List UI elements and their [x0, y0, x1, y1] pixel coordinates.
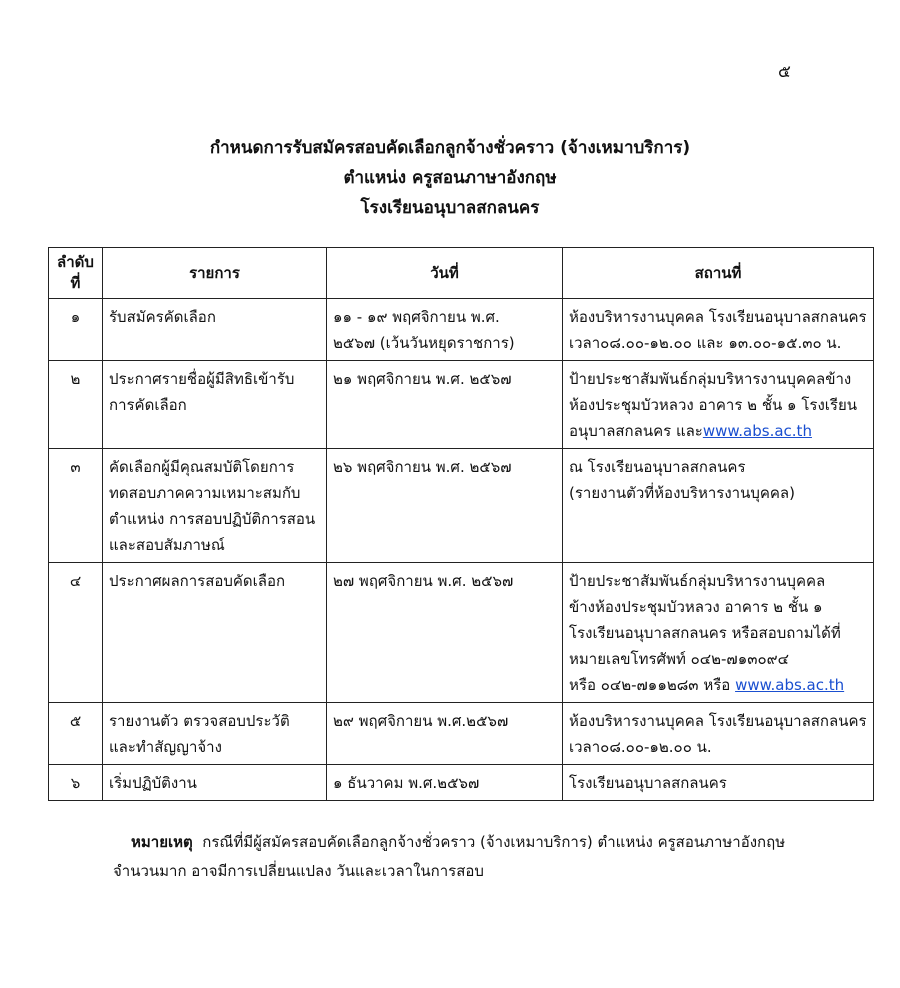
note-line-1: [113, 828, 853, 857]
row-item-line: เริ่มปฏิบัติงาน: [109, 774, 197, 792]
row-number: ๔: [49, 563, 103, 703]
table-row: [49, 765, 874, 801]
website-link[interactable]: www.abs.ac.th: [735, 676, 845, 694]
document-title: [0, 133, 900, 223]
header-no: [49, 248, 103, 299]
row-item-line: และทำสัญญาจ้าง: [109, 738, 222, 756]
place-text: (รายงานตัวที่ห้องบริหารงานบุคคล): [569, 484, 795, 502]
place-text: ป้ายประชาสัมพันธ์กลุ่มบริหารงานบุคคล: [569, 572, 826, 590]
row-date-line: ๒๑ พฤศจิกายน พ.ศ. ๒๕๖๗: [333, 370, 512, 388]
row-item: [103, 765, 327, 801]
row-place-line: [569, 646, 867, 672]
place-text: ห้องบริหารงานบุคคล โรงเรียนอนุบาลสกลนคร: [569, 308, 867, 326]
place-text: ห้องประชุมบัวหลวง อาคาร ๒ ชั้น ๑ โรงเรียน: [569, 396, 857, 414]
row-item: [103, 449, 327, 563]
row-place: [563, 765, 874, 801]
row-place-line: [569, 480, 867, 506]
row-place: [563, 563, 874, 703]
row-item-line: รายงานตัว ตรวจสอบประวัติ: [109, 712, 290, 730]
row-number: ๒: [49, 361, 103, 449]
row-date-line: ๒๕๖๗ (เว้นวันหยุดราชการ): [333, 334, 515, 352]
row-place-line: [569, 304, 867, 330]
place-text: โรงเรียนอนุบาลสกลนคร หรือสอบถามได้ที่: [569, 624, 841, 642]
note-line-2: จำนวนมาก อาจมีการเปลี่ยนแปลง วันและเวลาในการสอบ: [113, 862, 484, 880]
place-text: โรงเรียนอนุบาลสกลนคร: [569, 774, 727, 792]
header-item: รายการ: [103, 248, 327, 299]
place-text: ณ โรงเรียนอนุบาลสกลนคร: [569, 458, 746, 476]
row-item: [103, 361, 327, 449]
row-place-line: [569, 708, 867, 734]
place-text: ห้องบริหารงานบุคคล โรงเรียนอนุบาลสกลนคร: [569, 712, 867, 730]
row-item-line: ตำแหน่ง การสอบปฏิบัติการสอน: [109, 510, 316, 528]
table-row: [49, 299, 874, 361]
place-text: ข้างห้องประชุมบัวหลวง อาคาร ๒ ชั้น ๑: [569, 598, 823, 616]
row-item-line: คัดเลือกผู้มีคุณสมบัติโดยการ: [109, 458, 295, 476]
row-place-line: [569, 454, 867, 480]
row-date: [327, 765, 563, 801]
table-row: [49, 361, 874, 449]
row-date: [327, 703, 563, 765]
row-item: [103, 703, 327, 765]
table-row: [49, 563, 874, 703]
row-date: [327, 299, 563, 361]
row-item-line: และสอบสัมภาษณ์: [109, 536, 225, 554]
header-no-line-1: ลำดับ: [57, 253, 94, 271]
row-date: [327, 563, 563, 703]
row-place-line: [569, 418, 867, 444]
header-no-line-2: ที่: [70, 274, 81, 292]
row-place-line: [569, 620, 867, 646]
place-text: ป้ายประชาสัมพันธ์กลุ่มบริหารงานบุคคลข้าง: [569, 370, 852, 388]
website-link[interactable]: www.abs.ac.th: [702, 422, 812, 440]
place-text: หรือ ๐๔๒-๗๑๑๒๘๓ หรือ: [569, 676, 736, 694]
row-place: [563, 299, 874, 361]
page-number: ๕: [778, 62, 791, 82]
header-place: สถานที่: [563, 248, 874, 299]
row-place-line: [569, 672, 867, 698]
title-line-1: กำหนดการรับสมัครสอบคัดเลือกลูกจ้างชั่วคราว (จ้างเหมาบริการ): [209, 138, 691, 158]
table-header-row: [49, 248, 874, 299]
row-place: [563, 361, 874, 449]
row-place-line: [569, 594, 867, 620]
header-date: วันที่: [327, 248, 563, 299]
table-row: [49, 703, 874, 765]
row-place: [563, 449, 874, 563]
row-place: [563, 703, 874, 765]
row-item-line: ทดสอบภาคความเหมาะสมกับ: [109, 484, 301, 502]
table-row: [49, 449, 874, 563]
note-label: หมายเหตุ: [131, 833, 193, 851]
row-date-line: ๑ ธันวาคม พ.ศ.๒๕๖๗: [333, 774, 480, 792]
schedule-table: [48, 247, 874, 801]
row-date: [327, 449, 563, 563]
row-number: ๖: [49, 765, 103, 801]
row-place-line: [569, 330, 867, 356]
row-date-line: ๒๙ พฤศจิกายน พ.ศ.๒๕๖๗: [333, 712, 509, 730]
row-item-line: ประกาศรายชื่อผู้มีสิทธิเข้ารับ: [109, 370, 295, 388]
table-body: [49, 299, 874, 801]
row-item-line: ประกาศผลการสอบคัดเลือก: [109, 572, 286, 590]
row-date-line: ๑๑ - ๑๙ พฤศจิกายน พ.ศ.: [333, 308, 500, 326]
row-date: [327, 361, 563, 449]
title-line-3: โรงเรียนอนุบาลสกลนคร: [360, 198, 540, 218]
place-text: หมายเลขโทรศัพท์ ๐๔๒-๗๑๓๐๙๔: [569, 650, 789, 668]
row-item: [103, 299, 327, 361]
row-place-line: [569, 366, 867, 392]
row-place-line: [569, 734, 867, 760]
note-text-1: กรณีที่มีผู้สมัครสอบคัดเลือกลูกจ้างชั่วคราว (จ้างเหมาบริการ) ตำแหน่ง ครูสอนภาษาอังกฤษ: [202, 833, 786, 851]
row-place-line: [569, 568, 867, 594]
row-number: ๕: [49, 703, 103, 765]
place-text: อนุบาลสกลนคร และ: [569, 422, 703, 440]
title-line-2: ตำแหน่ง ครูสอนภาษาอังกฤษ: [343, 168, 557, 188]
row-place-line: [569, 770, 867, 796]
row-date-line: ๒๗ พฤศจิกายน พ.ศ. ๒๕๖๗: [333, 572, 514, 590]
place-text: เวลา๐๘.๐๐-๑๒.๐๐ น.: [569, 738, 712, 756]
note: [113, 828, 853, 886]
row-item-line: รับสมัครคัดเลือก: [109, 308, 216, 326]
row-date-line: ๒๖ พฤศจิกายน พ.ศ. ๒๕๖๗: [333, 458, 512, 476]
row-item: [103, 563, 327, 703]
row-place-line: [569, 392, 867, 418]
row-number: ๓: [49, 449, 103, 563]
place-text: เวลา๐๘.๐๐-๑๒.๐๐ และ ๑๓.๐๐-๑๕.๓๐ น.: [569, 334, 842, 352]
row-number: ๑: [49, 299, 103, 361]
row-item-line: การคัดเลือก: [109, 396, 187, 414]
